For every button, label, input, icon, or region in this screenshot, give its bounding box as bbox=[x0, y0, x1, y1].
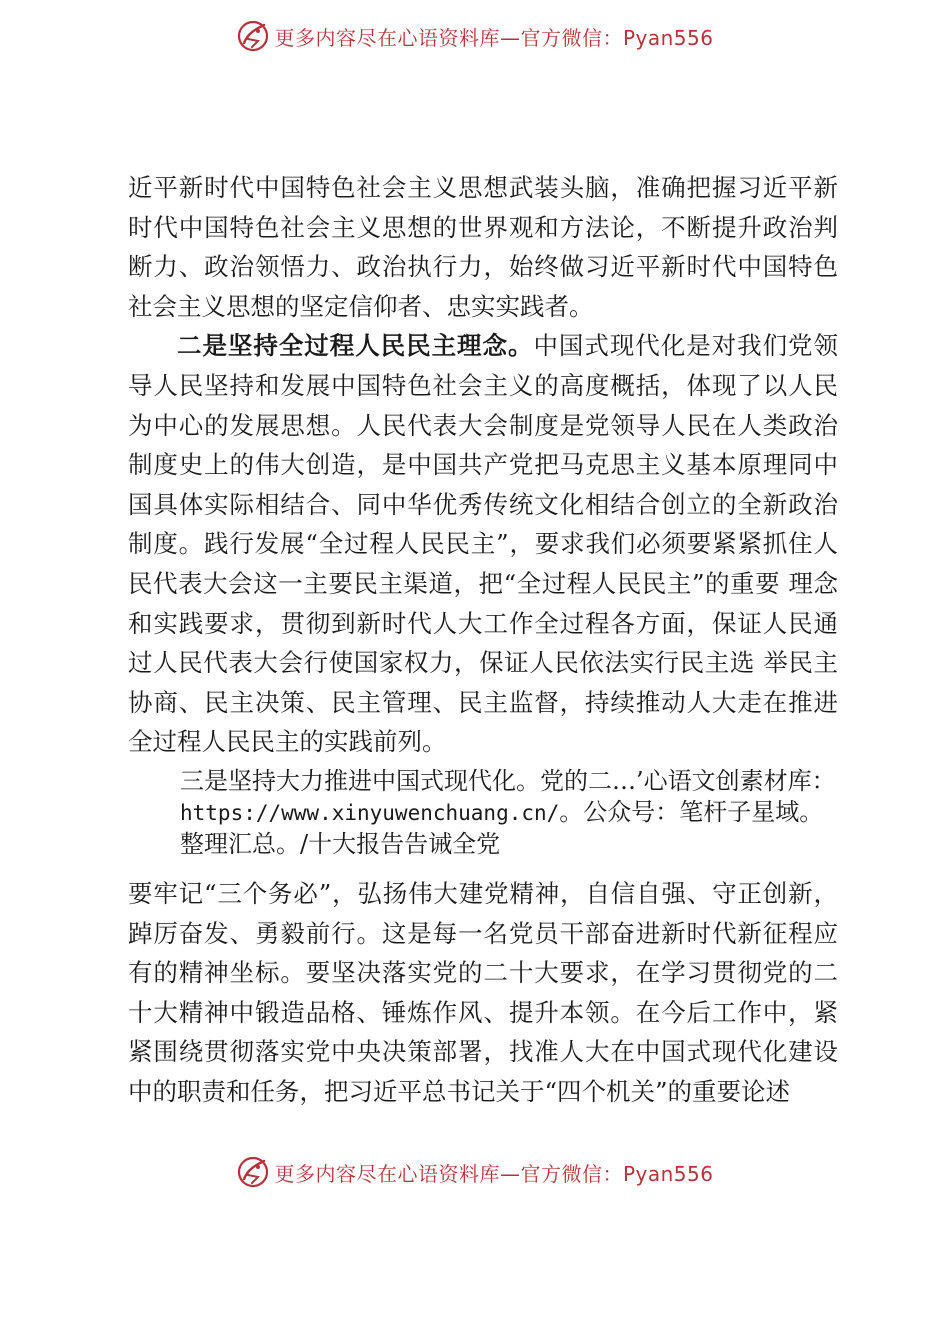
note-url-link[interactable]: https://www.xinyuwenchuang.cn/ bbox=[180, 800, 560, 825]
paragraph-2 bbox=[128, 326, 838, 762]
inserted-source-note bbox=[180, 766, 842, 860]
document-body bbox=[128, 168, 838, 1111]
paragraph-3: 要牢记“三个务必”，弘扬伟大建党精神，自信自强、守正创新，踔厉奋发、勇毅前行。这是每一名党员干部奋进新时代新征程应有的精神坐标。要坚决落实党的二十大要求，在学习贯彻党的二十大精神中锻造品格、锤炼作风、提升本领。在今后工作中，紧紧围绕贯彻落实党中央决策部署，找准人大在中国式现代化建设中的职责和任务，把习近平总书记关于“四个机关”的重要论述 bbox=[128, 878, 838, 1106]
paragraph-2-text: 中国式现代化是对我们党领导人民坚持和发展中国特色社会主义的高度概括，体现了以人民为中心的发展思想。人民代表大会制度是党领导人民在人类政治制度史上的伟大创造，是中国共产党把马克思主义基本原理同中国具体实际相结合、同中华优秀传统文化相结合创立的全新政治制度。践行发展“全过程人民民主”，要求我们必须要紧紧抓住人民代表大会这一主要民主渠道，把“全过程人民民主”的重要 理念和实践要求，贯彻到新时代人大工作全过程各方面，保证人民通过人民代表大会行使国家权力，保证人民依法实行民主选 举民主协商、民主决策、民主管理、民主监督，持续推动人大走在推进全过程人民民主的实践前列。 bbox=[128, 331, 839, 757]
seal-logo-icon bbox=[236, 19, 270, 53]
banner-text: 更多内容尽在心语资料库—官方微信：Pyan556 bbox=[274, 25, 714, 50]
note-text-b: 。公众号：笔杆子星域。整理汇总。/十大报告告诫全党 bbox=[180, 797, 824, 858]
paragraph-2-heading: 二是坚持全过程人民民主理念。 bbox=[177, 331, 534, 361]
footer-watermark-banner bbox=[0, 1152, 950, 1192]
header-watermark-banner bbox=[0, 16, 950, 56]
banner-text: 更多内容尽在心语资料库—官方微信：Pyan556 bbox=[274, 1161, 714, 1186]
note-text-a: 三是坚持大力推进中国式现代化。党的二…’心语文创素材库： bbox=[180, 766, 836, 795]
seal-logo-icon bbox=[236, 1155, 270, 1189]
paragraph-1: 近平新时代中国特色社会主义思想武装头脑，准确把握习近平新时代中国特色社会主义思想的世界观和方法论，不断提升政治判断力、政治领悟力、政治执行力，始终做习近平新时代中国特色社会主义思想的坚定信仰者、忠实实践者。 bbox=[128, 173, 838, 321]
